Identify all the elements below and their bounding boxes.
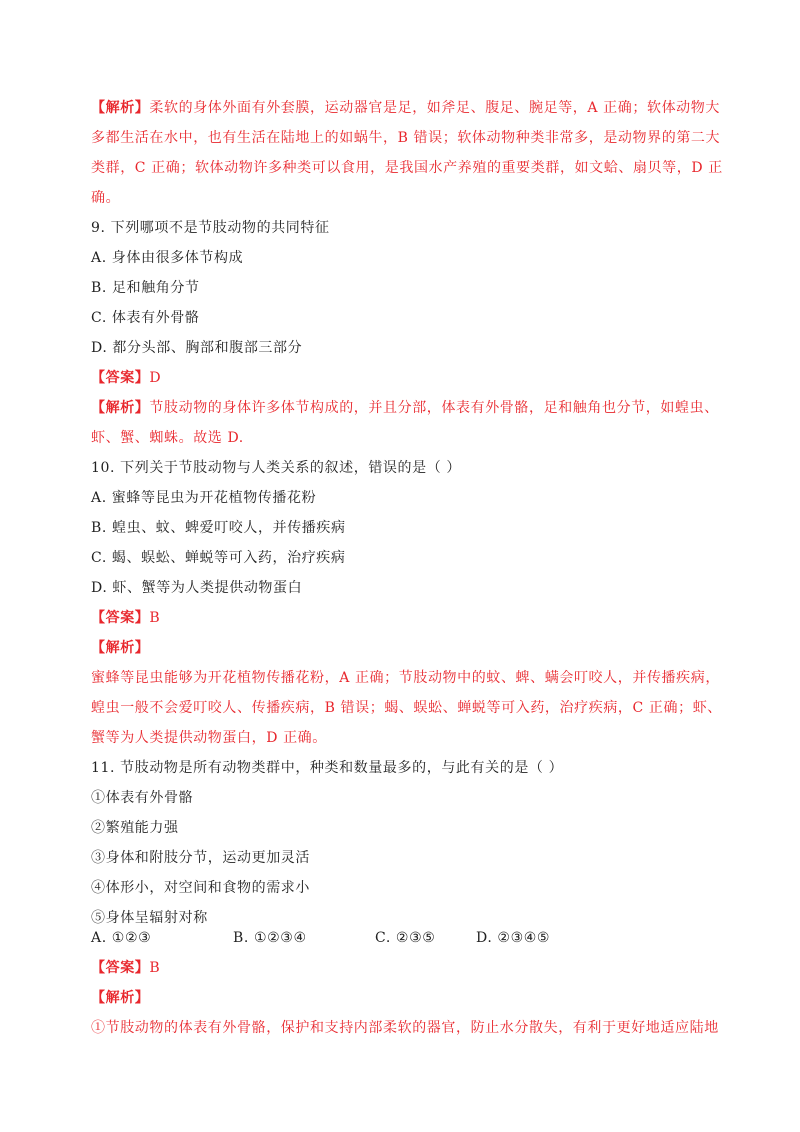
- answer-value: D: [149, 370, 162, 386]
- q10-analysis-tag: 【解析】: [91, 640, 150, 656]
- analysis-text: 柔软的身体外面有外套膜，运动器官是足，如斧足、腹足、腕足等，A 正确；软体动物大: [149, 100, 720, 116]
- q9-analysis-line-1: [91, 398, 719, 418]
- q11-option-d: D. ②③④⑤: [476, 930, 551, 946]
- q9-answer: [91, 368, 161, 388]
- analysis-text: 节肢动物的身体许多体节构成的，并且分部，体表有外骨骼，足和触角也分节，如蝗虫、: [149, 400, 719, 416]
- q11-analysis-tag: 【解析】: [91, 990, 150, 1006]
- q9-analysis-line-2: 虾、蟹、蜘蛛。故选 D.: [91, 430, 244, 446]
- q10-stem: 10. 下列关于节肢动物与人类关系的叙述，错误的是（ ）: [91, 460, 461, 476]
- q11-answer: [91, 958, 160, 978]
- q10-option-d: D. 虾、蟹等为人类提供动物蛋白: [91, 580, 303, 596]
- answer-value: B: [149, 610, 161, 626]
- q11-item-5: ⑤身体呈辐射对称: [91, 910, 208, 926]
- q11-option-a: A. ①②③: [91, 930, 152, 946]
- q11-analysis-line-1: ①节肢动物的体表有外骨骼，保护和支持内部柔软的器官，防止水分散失，有利于更好地适应陆地: [91, 1020, 719, 1036]
- q11-item-3: ③身体和附肢分节，运动更加灵活: [91, 850, 310, 866]
- q9-option-b: B. 足和触角分节: [91, 280, 200, 296]
- q9-option-d: D. 都分头部、胸部和腹部三部分: [91, 340, 303, 356]
- q10-analysis-line-3: 蟹等为人类提供动物蛋白，D 正确。: [91, 730, 327, 746]
- q8-analysis-line-1: [91, 98, 720, 118]
- q9-option-c: C. 体表有外骨骼: [91, 310, 200, 326]
- q10-analysis-line-2: 蝗虫一般不会爱叮咬人、传播疾病，B 错误；蝎、蜈蚣、蝉蜕等可入药，治疗疾病，C 正确；虾、: [91, 700, 722, 716]
- answer-tag: 【答案】: [91, 960, 150, 976]
- q10-option-c: C. 蝎、蜈蚣、蝉蜕等可入药，治疗疾病: [91, 550, 346, 566]
- analysis-tag: 【解析】: [91, 100, 150, 116]
- q11-item-4: ④体形小，对空间和食物的需求小: [91, 880, 310, 896]
- q8-analysis-line-4: 确。: [91, 190, 121, 206]
- answer-tag: 【答案】: [91, 610, 150, 626]
- answer-value: B: [149, 960, 161, 976]
- q9-stem: 9. 下列哪项不是节肢动物的共同特征: [91, 220, 330, 236]
- q11-option-c: C. ②③⑤: [375, 930, 436, 946]
- q11-item-1: ①体表有外骨骼: [91, 790, 194, 806]
- q10-answer: [91, 608, 160, 628]
- q11-stem: 11. 节肢动物是所有动物类群中，种类和数量最多的，与此有关的是（ ）: [91, 760, 564, 776]
- q10-option-b: B. 蝗虫、蚊、蜱爱叮咬人，并传播疾病: [91, 520, 346, 536]
- q10-analysis-line-1: 蜜蜂等昆虫能够为开花植物传播花粉，A 正确；节肢动物中的蚊、蜱、螨会叮咬人，并传播疾病，: [91, 670, 720, 686]
- q11-option-b: B. ①②③④: [233, 930, 307, 946]
- q11-item-2: ②繁殖能力强: [91, 820, 179, 836]
- q9-option-a: A. 身体由很多体节构成: [91, 250, 244, 266]
- analysis-tag: 【解析】: [91, 400, 150, 416]
- q8-analysis-line-3: 类群，C 正确；软体动物许多种类可以食用，是我国水产养殖的重要类群，如文蛤、扇贝等，D 正: [91, 160, 723, 176]
- q8-analysis-line-2: 多都生活在水中，也有生活在陆地上的如蜗牛，B 错误；软体动物种类非常多，是动物界的第二大: [91, 130, 721, 146]
- q10-option-a: A. 蜜蜂等昆虫为开花植物传播花粉: [91, 490, 317, 506]
- answer-tag: 【答案】: [91, 370, 150, 386]
